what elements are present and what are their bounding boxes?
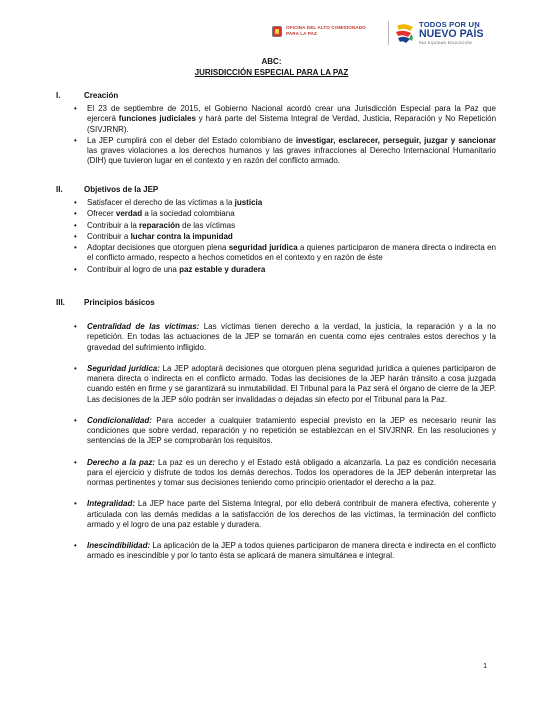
office-name — [286, 25, 396, 37]
office-line2: PARA LA PAZ — [286, 31, 317, 37]
page-number: 1 — [483, 663, 487, 670]
list-item: • Condicionalidad: Para acceder a cualquier tratamiento especial previsto en la JEP es necesario reunir las condiciones que sobre verdad, reparación y no repetición se establezcan en el SIVJRNR. En las resoluciones y sentencias de la JEP se comprobarán los requisitos. — [56, 416, 496, 447]
section-objetivos — [56, 185, 496, 276]
principios-list — [56, 322, 496, 561]
coat-of-arms-icon — [272, 26, 282, 37]
section-creacion — [56, 91, 496, 168]
list-item: • Contribuir al logro de una paz estable y duradera — [56, 265, 496, 275]
list-item: • La JEP cumplirá con el deber del Estado colombiano de investigar, esclarecer, perseguir, juzgar y sancionar las graves violaciones a los derechos humanos y las graves infracciones al Derecho Internacional Humanitario (DIH) que tuvieron lugar en el contexto y en razón del conflicto armado. — [56, 136, 496, 167]
objetivos-list — [56, 198, 496, 275]
section-number: II. — [56, 185, 63, 194]
list-item: • Contribuir a la reparación de las víctimas — [56, 221, 496, 231]
list-item: • Seguridad jurídica: La JEP adoptará decisiones que otorguen plena seguridad jurídica a quienes participaron de manera directa o indirecta en el conflicto armado. Todas las decisiones de la JEP harán tránsito a cosa juzgada cuando estén en firme y se garantizará su inmutabilidad. El Tribunal para la Paz será el órgano de cierre de la JEP. Las decisiones de la JEP sólo podrán ser invalidadas o dejadas sin efecto por el Tribunal para la Paz. — [56, 364, 496, 405]
todos-por-un-nuevo-pais-logo — [394, 19, 494, 53]
section-title: Objetivos de la JEP — [84, 185, 159, 194]
section-principios — [56, 298, 496, 572]
logo-divider — [388, 21, 389, 45]
brand-line2: NUEVO PAÍS — [419, 27, 484, 40]
list-item: • Ofrecer verdad a la sociedad colombiana — [56, 209, 496, 219]
list-item: • Satisfacer el derecho de las víctimas a la justicia — [56, 198, 496, 208]
list-item: • Contribuir a luchar contra la impunidad — [56, 232, 496, 242]
creacion-list — [56, 104, 496, 166]
section-heading — [56, 185, 496, 195]
office-line1: OFICINA DEL ALTO COMISIONADO — [286, 25, 366, 30]
header-logos — [262, 14, 492, 50]
list-item: • El 23 de septiembre de 2015, el Gobierno Nacional acordó crear una Jurisdicción Especial para la Paz que ejercerá funciones judiciales y hará parte del Sistema Integral de Verdad, Justicia, Reparación y No Repetición (SIVJRNR). — [56, 104, 496, 135]
brand-line1: TODOS POR UN — [419, 20, 480, 29]
list-item: • Adoptar decisiones que otorguen plena seguridad jurídica a quienes participaron de manera directa o indirecta en el conflicto armado, respecto a hechos cometidos en el contexto y en razón de éste — [56, 243, 496, 263]
section-number: III. — [56, 298, 65, 307]
section-title: Creación — [84, 91, 119, 100]
list-item: • Inescindibilidad: La aplicación de la JEP a todos quienes participaron de manera directa e indirecta en el conflicto armado es inescindible y por lo tanto ésta se aplicará de manera simultánea e integral. — [56, 541, 496, 561]
list-item: • Derecho a la paz: La paz es un derecho y el Estado está obligado a alcanzarla. La paz es condición necesaria para el ejercicio y disfrute de todos los demás derechos. Todos los operadores de la JEP deberán interpretar las normas pertinentes y tomar sus decisiones teniendo como principio orientador el derecho a la paz. — [56, 458, 496, 489]
document-subtitle: JURISDICCIÓN ESPECIAL PARA LA PAZ — [194, 68, 349, 77]
section-title: Principios básicos — [84, 298, 155, 307]
list-item: • Integralidad: La JEP hace parte del Sistema Integral, por ello deberá contribuir de manera efectiva, coherente y articulada con las demás medidas a la satisfacción de los derechos de las víctimas, la terminación del conflicto armado y el logro de una paz estable y duradera. — [56, 499, 496, 530]
brand-mark-icon — [394, 22, 416, 44]
section-heading — [56, 91, 496, 101]
brand-text — [419, 21, 495, 46]
document-title: ABC: — [261, 57, 282, 66]
section-heading — [56, 298, 496, 308]
section-number: I. — [56, 91, 61, 100]
brand-tagline: PAZ EQUIDAD EDUCACIÓN — [419, 41, 472, 46]
list-item: • Centralidad de las víctimas: Las víctimas tienen derecho a la verdad, la justicia, la reparación y a la no repetición. En todas las actuaciones de la JEP se tomarán en cuenta como ejes centrales estos derechos y la gravedad del sufrimiento infligido. — [56, 322, 496, 353]
